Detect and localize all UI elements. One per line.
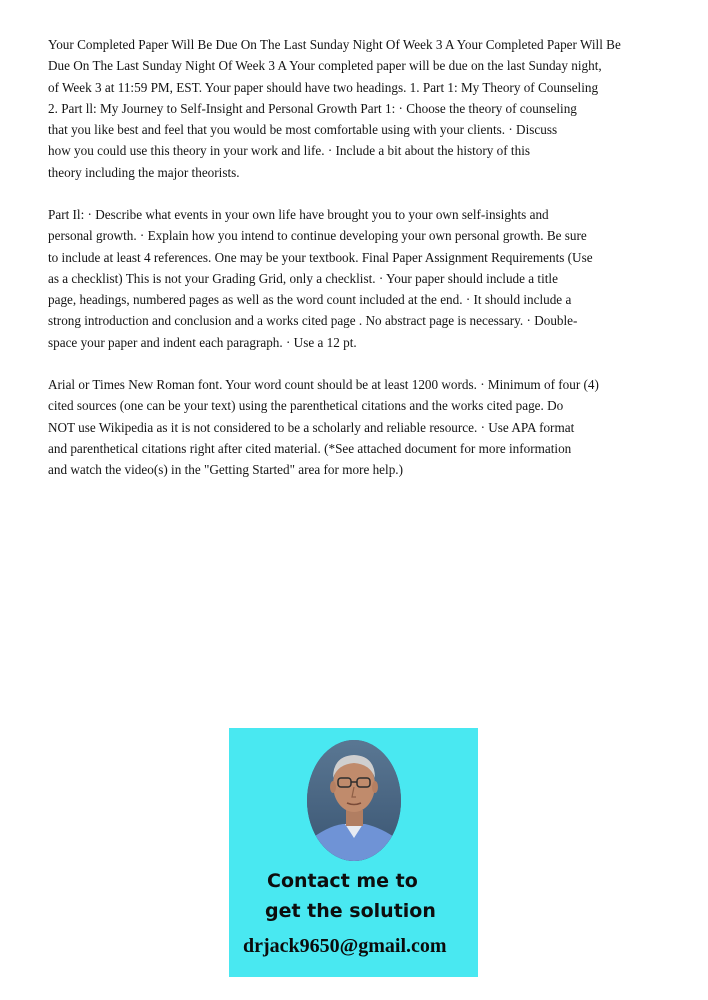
- person-portrait-icon: [307, 740, 401, 861]
- text-line: Arial or Times New Roman font. Your word count should be at least 1200 words. · Minimum of four (4): [48, 377, 599, 392]
- text-line: strong introduction and conclusion and a works cited page . No abstract page is necessary. · Double-: [48, 313, 578, 329]
- text-line: how you could use this theory in your work and life. · Include a bit about the history of this: [48, 143, 530, 159]
- text-line: Due On The Last Sunday Night Of Week 3 A Your completed paper will be due on the last Sunday night,: [48, 58, 602, 74]
- text-line: and watch the video(s) in the "Getting Started" area for more help.): [48, 462, 403, 478]
- text-line: as a checklist) This is not your Grading Grid, only a checklist. · Your paper should include a title: [48, 270, 558, 286]
- text-line: that you like best and feel that you would be most comfortable using with your clients. · Discuss: [48, 122, 558, 138]
- text-line: 2. Part ll: My Journey to Self-Insight and Personal Growth Part 1: · Choose the theory of counseling: [48, 100, 577, 116]
- contact-email-link[interactable]: drjack9650@gmail.com: [243, 935, 447, 957]
- avatar: [307, 740, 401, 861]
- paragraph: [48, 204, 593, 353]
- paragraph: [48, 34, 621, 183]
- text-line: Your Completed Paper Will Be Due On The Last Sunday Night Of Week 3 A Your Completed Paper Will Be: [48, 37, 621, 52]
- text-line: and parenthetical citations right after cited material. (*See attached document for more information: [48, 440, 572, 456]
- paragraph: [48, 374, 599, 480]
- text-line: of Week 3 at 11:59 PM, EST. Your paper should have two headings. 1. Part 1: My Theory of Counseling: [48, 79, 599, 95]
- text-line: space your paper and indent each paragraph. · Use a 12 pt.: [48, 334, 357, 350]
- ad-headline-line-2: get the solution: [265, 900, 436, 922]
- text-line: theory including the major theorists.: [48, 164, 240, 180]
- text-line: to include at least 4 references. One may be your textbook. Final Paper Assignment Requirements (Use: [48, 249, 593, 265]
- text-line: page, headings, numbered pages as well as the word count included at the end. · It should include a: [48, 292, 572, 308]
- text-line: NOT use Wikipedia as it is not considered to be a scholarly and reliable resource. · Use APA format: [48, 419, 575, 435]
- text-line: personal growth. · Explain how you intend to continue developing your own personal growth. Be sure: [48, 228, 587, 244]
- contact-ad-banner[interactable]: [229, 728, 478, 977]
- text-line: Part Il: · Describe what events in your own life have brought you to your own self-insights and: [48, 207, 549, 222]
- ad-headline-line-1: Contact me to: [267, 870, 418, 892]
- text-line: cited sources (one can be your text) using the parenthetical citations and the works cited page. Do: [48, 398, 564, 414]
